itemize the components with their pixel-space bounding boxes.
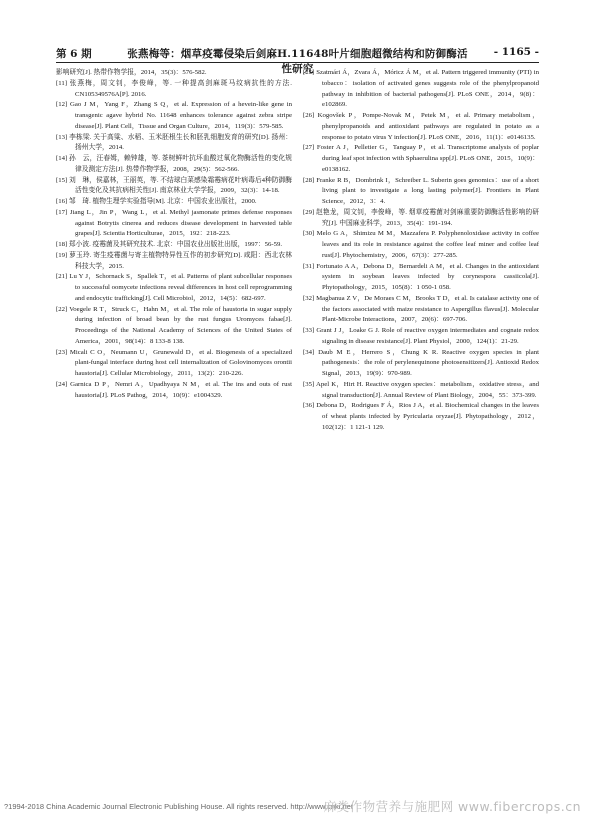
reference-entry: [30] Melo G A，Shimizu M M，Mazzafera P. Polyphenoloxidase activity in coffee leaves and its role in resistance against the coffee leaf miner and coffee leaf rust[J]. Phytochemistry，2006，67(3)：277-285. — [303, 230, 539, 259]
reference-entry: [28] Franke R B，Dombrink I，Schreiber L. Suberin goes genomics：use of a short living plant to investigate a long lasting polymer[J]. Frontiers in Plant Science，2012，3：4. — [303, 176, 539, 205]
reference-entry: [17] Jiang L，Jin P，Wang L，et al. Methyl jasmonate primes defense responses against Botrytis cinerea and reduces disease development in harvested table grapes[J]. Scientia Horticulturae，2015，192：218-223. — [56, 208, 292, 238]
reference-entry: [32] Magbanua Z V，De Moraes C M，Brooks T D，et al. Is catalase activity one of the factors associated with maize resistance to Aspergillus flavus[J]. Molecular Plant-Microbe Interactions，2007，20(6)：697-706. — [303, 294, 539, 324]
reference-entry: [16] 邹 琦. 植物生理学实验指导[M]. 北京：中国农业出版社，2000. — [56, 198, 257, 205]
reference-entry: [12] Gao J M，Yang F，Zhang S Q，et al. Expression of a hevein-like gene in transgenic agave hybrid No. 11648 enhances tolerance against zebra stripe disease[J]. Plant Cell，Tissue and Organ Culture，2014，119(3)：579-585. — [56, 101, 292, 130]
running-title: 张燕梅等：烟草疫霉侵染后剑麻H.11648叶片细胞超微结构和防御酶活性研究 — [127, 48, 468, 75]
reference-entry: [13] 李栋梁. 关于高粱、水稻、玉米胚根生长和胚乳细胞发育的研究[D]. 扬州：扬州大学，2014. — [56, 133, 292, 152]
reference-entry: [19] 萝玉玲. 寄生疫霉菌与寄主植物特异性互作的初步研究[D]. 咸阳：西北农林科技大学，2015. — [56, 251, 292, 270]
page-number: - 1165 - — [493, 46, 539, 58]
reference-entry: [15] 刘 琳，侯嘉林，王丽英，等. 不结球白菜感染霜霉病花叶病毒后4种防御酶活性变化及其抗病相关性[J]. 南京林业大学学报，2009，32(3)：14-18. — [56, 176, 292, 195]
reference-entry: [25] Szatmári Á，Zvara Á，Móricz Á M，et al. Pattern triggered immunity (PTI) in tobacco：isolation of activated genes suggests role of the phenylpropanoid pathway in inhibition of bacterial pathogens[J]. PLoS ONE，2014，9(8)：e102869. — [303, 69, 539, 109]
reference-entry: [21] Lu Y J，Schornack S，Spallek T，et al. Patterns of plant subcellular responses to successful oomycete infections reveal differences in host cell reprogramming and endocytic trafficking[J]. Cell Microbiol，2012，14(5)：682-697. — [56, 273, 292, 302]
reference-entry: [29] 赵艳龙，周文钊，李俊峰，等. 烟草疫霉菌对剑麻重要防御酶活性影响的研究[J]. 中国麻业科学，2013，35(4)：191-194. — [303, 208, 539, 227]
reference-entry: [14] 孙 云，汪春姆，赖钟雄，等. 茶树鲜叶抗坏血酸过氧化物酶活性的变化规律及测定方法[J]. 热带作物学报，2008，29(5)：562-566. — [56, 155, 292, 173]
reference-entry: [34] Daub M E，Herrero S，Chung K R. Reactive oxygen species in plant pathogenesis：the role of perylenequinone photosensitizers[J]. Antioxid Redox Signal，2013，19(9)：970-989. — [303, 348, 539, 377]
reference-entry: [24] Garnica D P，Nemri A，Upadhyaya N M，et al. The ins and outs of rust haustoria[J]. PLoS Pathog，2014，10(9)：e1004329. — [56, 380, 292, 399]
reference-entry: [18] 郑小波. 疫霉菌及其研究技术. 北京：中国农业出版社出版，1997：56-59. — [56, 241, 283, 248]
issue-number: 第 6 期 — [56, 48, 92, 60]
reference-entry: [26] Kogovšek P，Pompe-Novak M，Petek M，et al. Primary metabolism，phenylpropanoids and antioxidant pathways are regulated in potato as a response to potato virus Y infection[J]. PLoS ONE，2016，11(1)：e0146135. — [303, 112, 539, 141]
reference-entry: [31] Fortunato A A，Debona D，Bernardeli A M，et al. Changes in the antioxidant system in soybean leaves infected by corynespora cassiicola[J]. Phytopathology，2015，105(8)：1 050-1 058. — [303, 262, 539, 291]
reference-entry: [11] 张燕梅，周文钊，李俊峰，等. 一种提高剑麻斑马纹病抗性的方法. CN105349576A[P]. 2016. — [56, 79, 292, 98]
references-right-column — [303, 68, 539, 434]
reference-entry: [33] Grant J J，Loake G J. Role of reactive oxygen intermediates and cognate redox signaling in disease resistance[J]. Plant Physiol，2000，124(1)：21-29. — [303, 327, 539, 345]
reference-entry: [35] Apel K，Hirt H. Reactive oxygen species：metabolism，oxidative stress，and signal transduction[J]. Annual Review of Plant Biology，2004，55：373-399. — [303, 380, 539, 399]
reference-entry: [22] Voegele R T，Struck C，Hahn M，et al. The role of haustoria in sugar supply during infection of broad bean by the rust fungus Uromyces fabae[J]. Proceedings of the National Academy of Sciences of the United States of America，2001，98(14)：8 133-8 138. — [56, 305, 292, 345]
copyright-footer: ?1994-2018 China Academic Journal Electronic Publishing House. All rights reserved. http://www.cnki.net — [4, 802, 353, 811]
reference-entry: [27] Foster A J，Pelletier G，Tanguay P，et al. Transcriptome analysis of poplar during leaf spot infection with Sphaerulina spp[J]. PLoS ONE，2015，10(9)：e0138162. — [303, 144, 539, 173]
site-watermark: 麻类作物营养与施肥网 www.fibercrops.cn — [323, 799, 581, 814]
reference-entry: [23] Micali C O，Neumann U，Grunewald D，et al. Biogenesis of a specialized plant-fungal interface during host cell internalization of Golovinomyces orontii haustoria[J]. Cellular Microbiology，2011，13(2)：210-226. — [56, 348, 292, 377]
references-left-column — [56, 68, 292, 401]
reference-entry: [36] Debona D，Rodrigues F Á，Rios J A，et al. Biochemical changes in the leaves of wheat plants infected by Pyricularia oryzae[J]. Phytopathology，2012，102(12)：1 121-1 129. — [303, 402, 539, 431]
reference-entry: 影响研究[J]. 热带作物学报，2014，35(3)：576-582. — [56, 69, 207, 76]
